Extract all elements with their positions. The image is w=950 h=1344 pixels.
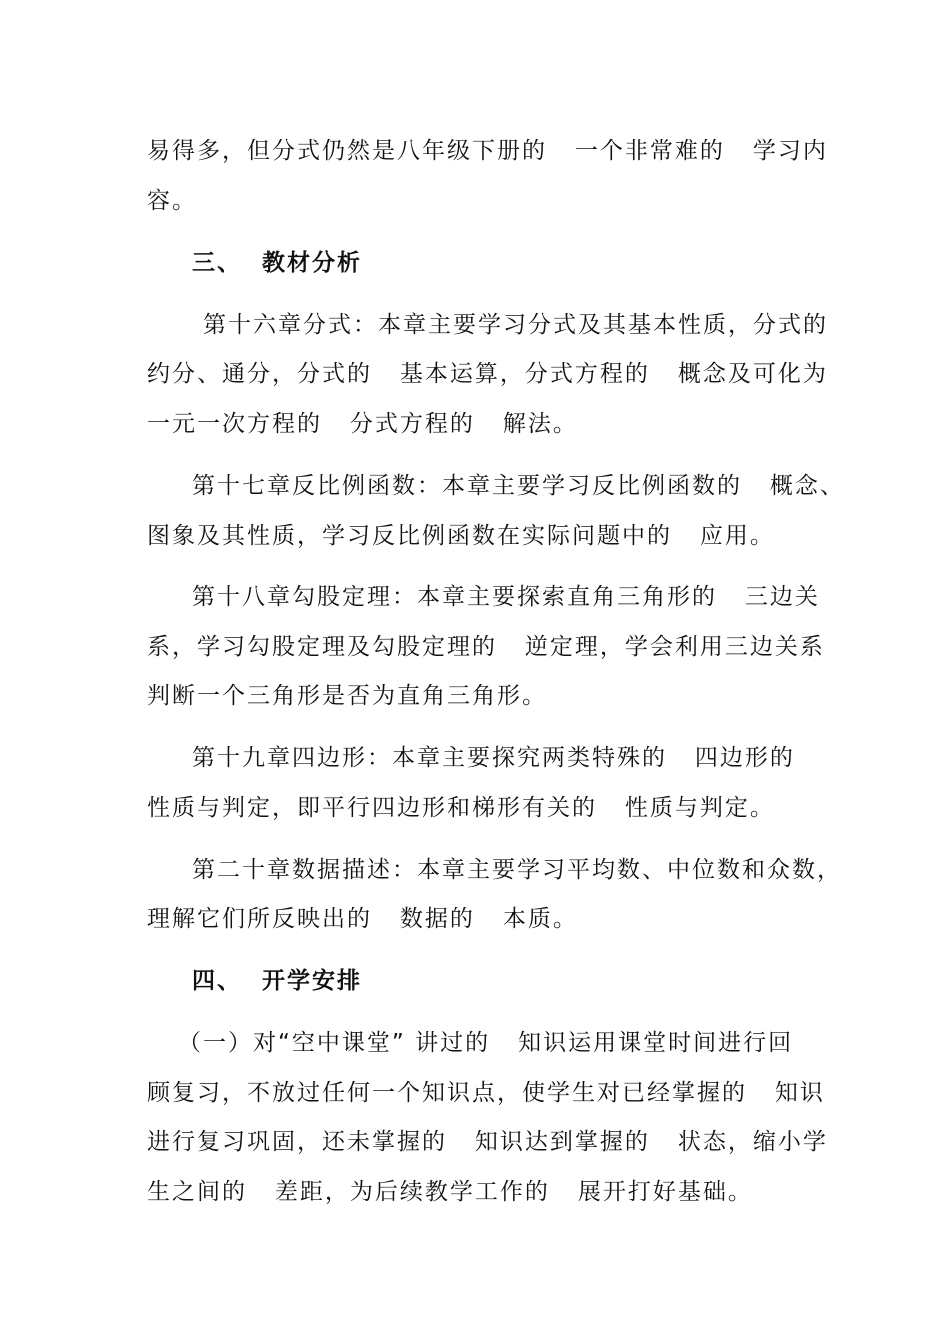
- paragraph-line: 系，学习勾股定理及勾股定理的 逆定理，学会利用三边关系: [147, 634, 825, 660]
- paragraph-line: 进行复习巩固，还未掌握的 知识达到掌握的 状态，缩小学: [147, 1129, 828, 1155]
- paragraph-line: 第十八章勾股定理：本章主要探索直角三角形的 三边关: [192, 584, 820, 610]
- paragraph-line: 约分、通分，分式的 基本运算，分式方程的 概念及可化为: [147, 361, 828, 387]
- paragraph-line: 易得多，但分式仍然是八年级下册的 一个非常难的 学习内: [147, 138, 828, 164]
- paragraph-line: 第二十章数据描述：本章主要学习平均数、中位数和众数，: [192, 857, 842, 883]
- paragraph-line: 生之间的 差距，为后续教学工作的 展开打好基础。: [147, 1179, 753, 1205]
- paragraph-line: 第十九章四边形：本章主要探究两类特殊的 四边形的: [192, 745, 795, 771]
- paragraph-line: 理解它们所反映出的 数据的 本质。: [147, 906, 578, 932]
- paragraph-line: 第十六章分式：本章主要学习分式及其基本性质，分式的: [203, 312, 828, 338]
- paragraph-line: 容。: [147, 188, 197, 214]
- paragraph-line: 判断一个三角形是否为直角三角形。: [147, 683, 547, 709]
- paragraph-line: 性质与判定，即平行四边形和梯形有关的 性质与判定。: [147, 795, 775, 821]
- section-heading-4: 四、 开学安排: [192, 968, 363, 994]
- paragraph-line: 图象及其性质，学习反比例函数在实际问题中的 应用。: [147, 523, 775, 549]
- paragraph-line: 一元一次方程的 分式方程的 解法。: [147, 411, 578, 437]
- paragraph-line: （一）对“空中课堂” 讲过的 知识运用课堂时间进行回: [178, 1030, 794, 1056]
- paragraph-line: 第十七章反比例函数：本章主要学习反比例函数的 概念、: [192, 473, 845, 499]
- section-heading-3: 三、 教材分析: [192, 250, 363, 276]
- paragraph-line: 顾复习，不放过任何一个知识点，使学生对已经掌握的 知识: [147, 1080, 825, 1106]
